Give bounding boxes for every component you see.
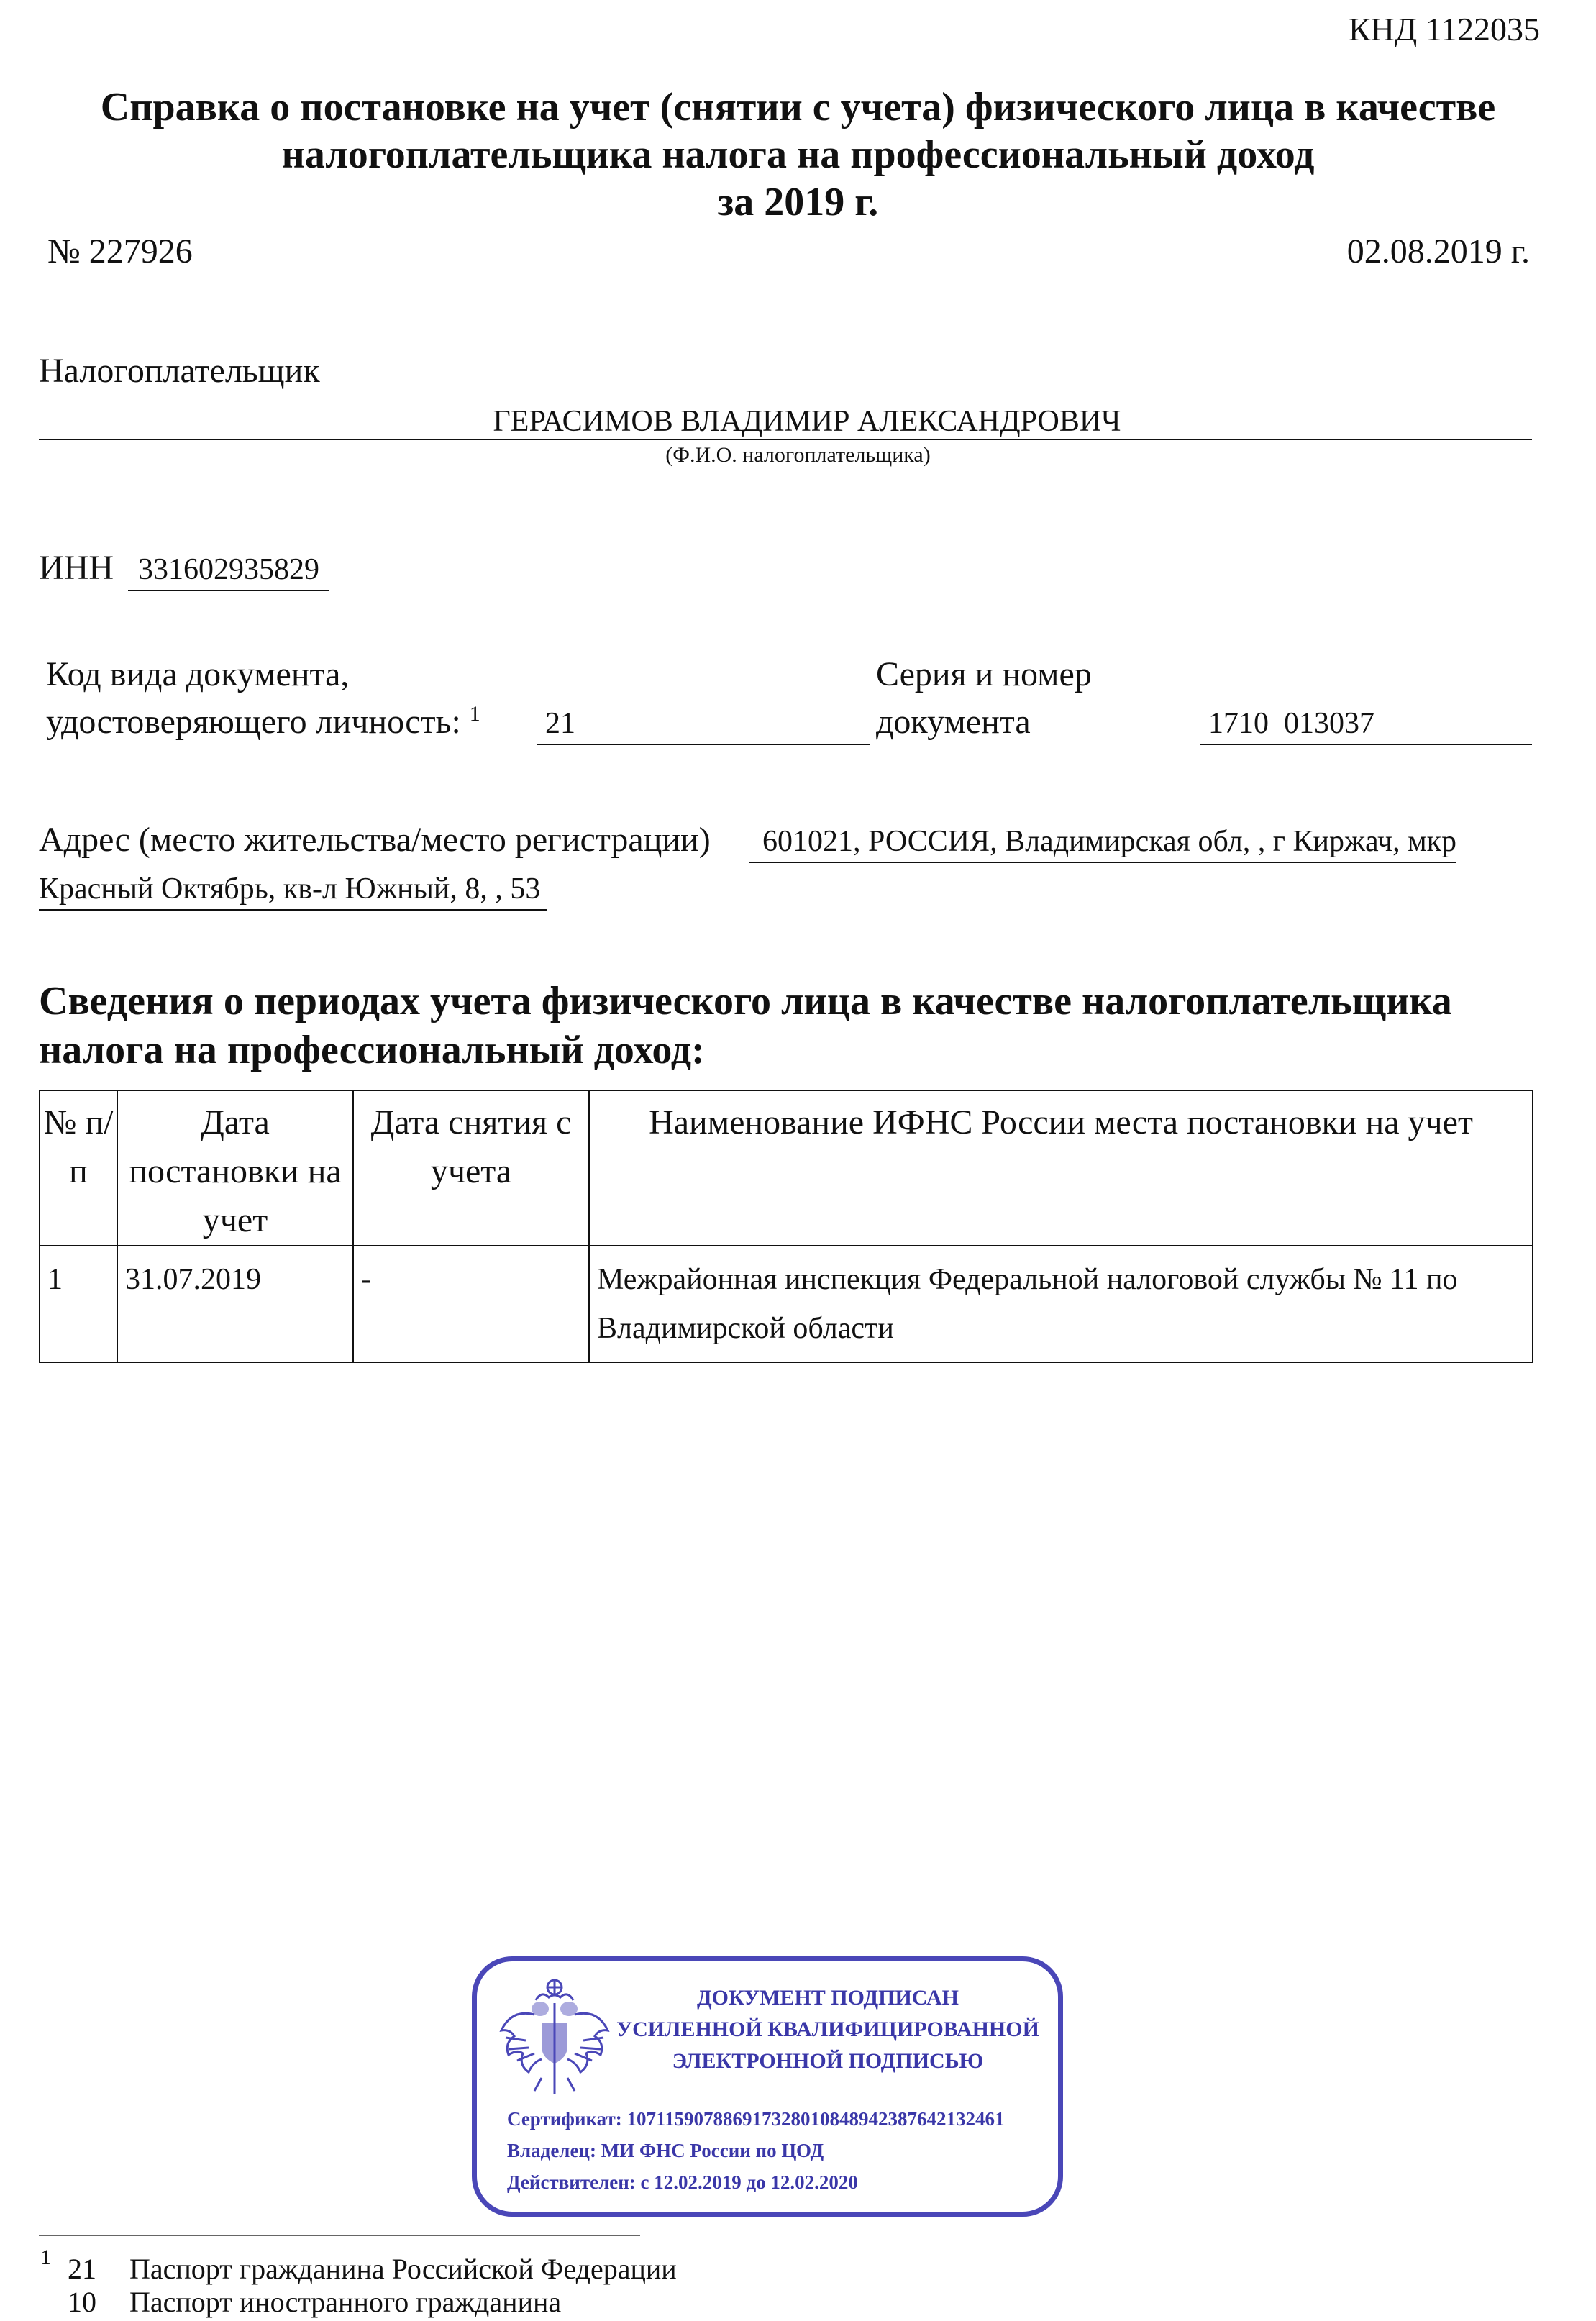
title-line-3: за 2019 г. bbox=[717, 180, 879, 224]
doc-series-label-2: документа bbox=[876, 703, 1031, 741]
stamp-validity: Действителен: с 12.02.2019 до 12.02.2020 bbox=[507, 2171, 858, 2193]
periods-heading-line-2: налога на профессиональный доход: bbox=[39, 1028, 705, 1072]
cell-end-date: - bbox=[353, 1246, 589, 1362]
col-header-ifns: Наименование ИФНС России места постановки на учет bbox=[589, 1090, 1533, 1246]
doc-code-value: 21 bbox=[545, 707, 575, 740]
cell-ifns: Межрайонная инспекция Федеральной налоговой службы № 11 по Владимирской области bbox=[589, 1246, 1533, 1362]
footnote-text: Паспорт гражданина Российской Федерации bbox=[129, 2253, 677, 2285]
footnote-list bbox=[68, 2253, 677, 2319]
title-line-2: налогоплательщика налога на профессиональный доход bbox=[281, 132, 1315, 177]
footnote-mark: 1 bbox=[40, 2245, 51, 2269]
document-number: № 227926 bbox=[47, 232, 193, 270]
taxpayer-name: ГЕРАСИМОВ ВЛАДИМИР АЛЕКСАНДРОВИЧ bbox=[493, 405, 1121, 438]
doc-series-label-1: Серия и номер bbox=[876, 655, 1092, 693]
stamp-line-2: УСИЛЕННОЙ КВАЛИФИЦИРОВАННОЙ bbox=[616, 2017, 1039, 2041]
stamp-certificate: Сертификат: 107115907886917328010848942387642132461 bbox=[507, 2108, 1005, 2130]
doc-code-field bbox=[537, 706, 870, 745]
footnote-divider bbox=[39, 2235, 640, 2236]
doc-series-field bbox=[1200, 706, 1532, 745]
cell-start-date: 31.07.2019 bbox=[117, 1246, 353, 1362]
doc-code-footnote-mark: 1 bbox=[469, 702, 480, 726]
form-code: КНД 1122035 bbox=[1348, 11, 1540, 47]
address-line-1: 601021, РОССИЯ, Владимирская обл, , г Киржач, мкр bbox=[762, 825, 1457, 858]
doc-series-value: 1710 013037 bbox=[1208, 707, 1374, 740]
col-header-start-date: Дата постановки на учет bbox=[117, 1090, 353, 1246]
doc-code-label-1: Код вида документа, bbox=[46, 655, 350, 693]
footnote-code: 21 bbox=[68, 2253, 96, 2285]
document-title bbox=[0, 83, 1596, 226]
address-line-1-field bbox=[749, 824, 1456, 863]
taxpayer-caption: (Ф.И.О. налогоплательщика) bbox=[665, 443, 931, 467]
footnote-text: Паспорт иностранного гражданина bbox=[129, 2286, 562, 2318]
document-date: 02.08.2019 г. bbox=[1346, 232, 1530, 270]
cell-number: 1 bbox=[40, 1246, 117, 1362]
table-row bbox=[40, 1246, 1533, 1362]
address-line-2-field bbox=[39, 872, 547, 911]
stamp-line-1: ДОКУМЕНТ ПОДПИСАН bbox=[697, 1986, 959, 2010]
doc-code-label-text: удостоверяющего личность: bbox=[46, 703, 461, 741]
footnote-item bbox=[68, 2286, 677, 2319]
taxpayer-name-line bbox=[39, 401, 1532, 440]
periods-table bbox=[39, 1090, 1533, 1363]
periods-heading-line-1: Сведения о периодах учета физического лица в качестве налогоплательщика bbox=[39, 979, 1452, 1023]
col-header-end-date: Дата снятия с учета bbox=[353, 1090, 589, 1246]
footnote-item bbox=[68, 2253, 677, 2286]
inn-field bbox=[128, 552, 329, 591]
inn-label: ИНН bbox=[39, 549, 114, 587]
doc-code-label-2 bbox=[46, 702, 480, 742]
digital-signature-stamp bbox=[472, 1956, 1063, 2217]
address-label: Адрес (место жительства/место регистрации) bbox=[39, 821, 711, 859]
taxpayer-label: Налогоплательщик bbox=[39, 352, 320, 390]
col-header-number: № п/п bbox=[40, 1090, 117, 1246]
inn-value: 331602935829 bbox=[138, 553, 319, 586]
table-header-row bbox=[40, 1090, 1533, 1246]
address-line-2: Красный Октябрь, кв-л Южный, 8, , 53 bbox=[39, 872, 541, 906]
footnote-code: 10 bbox=[68, 2286, 96, 2318]
periods-heading bbox=[39, 977, 1452, 1075]
stamp-line-3: ЭЛЕКТРОННОЙ ПОДПИСЬЮ bbox=[672, 2049, 984, 2073]
stamp-owner: Владелец: МИ ФНС России по ЦОД bbox=[507, 2140, 824, 2161]
title-line-1: Справка о постановке на учет (снятии с учета) физического лица в качестве bbox=[100, 85, 1496, 129]
